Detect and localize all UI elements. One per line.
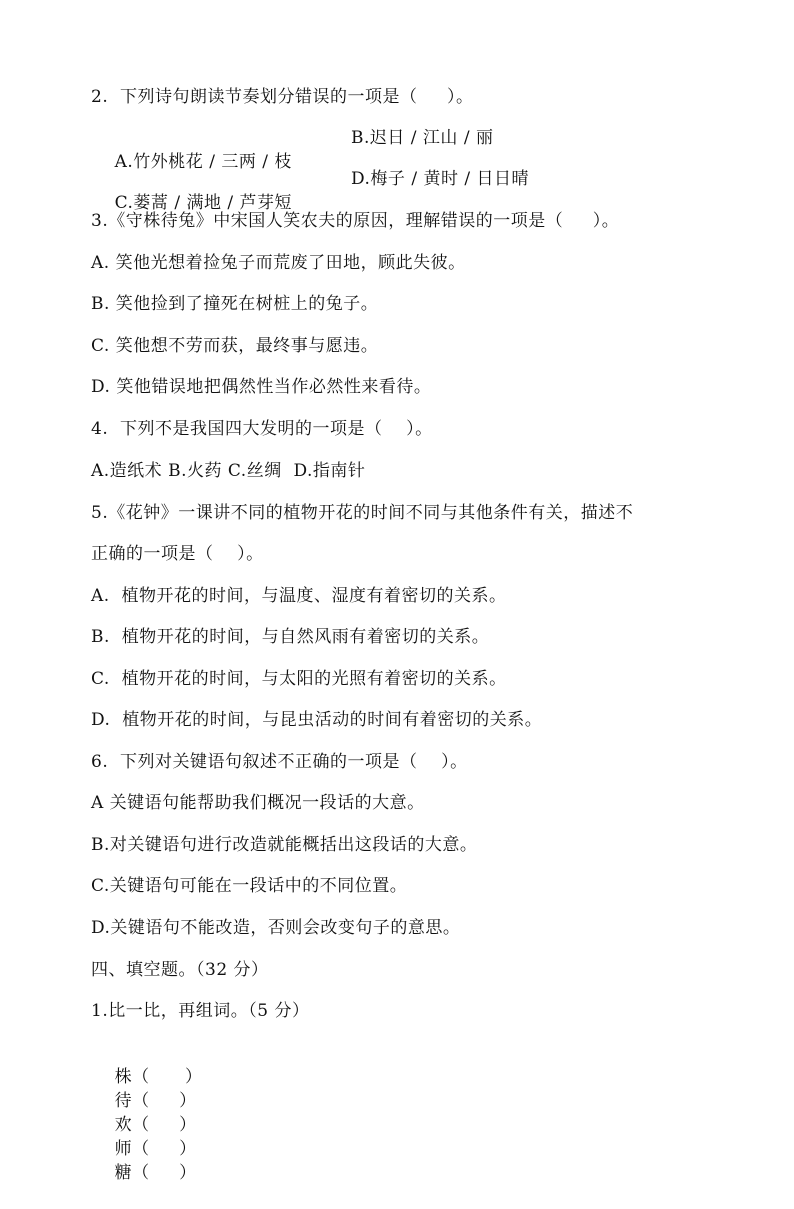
q3-option-b: B. 笑他捡到了撞死在树桩上的兔子。 bbox=[91, 294, 379, 314]
q6-option-b: B.对关键语句进行改造就能概括出这段话的大意。 bbox=[91, 835, 478, 855]
q4-stem: 4. 下列不是我国四大发明的一项是（ ）。 bbox=[91, 419, 433, 439]
fill-blank-item: 糖（ ） bbox=[114, 1163, 197, 1183]
fill-blank-row bbox=[91, 1041, 203, 1209]
q3-stem: 3.《守株待兔》中宋国人笑农夫的原因，理解错误的一项是（ ）。 bbox=[91, 211, 620, 231]
q2-option-b: B.迟日 / 江山 / 丽 bbox=[351, 128, 494, 148]
q6-stem: 6. 下列对关键语句叙述不正确的一项是（ ）。 bbox=[91, 752, 468, 772]
q6-option-d: D.关键语句不能改造，否则会改变句子的意思。 bbox=[91, 918, 461, 938]
q2-option-a: A.竹外桃花 / 三两 / 枝 bbox=[114, 152, 292, 172]
q3-option-d: D. 笑他错误地把偶然性当作必然性来看待。 bbox=[91, 377, 432, 397]
q5-option-b: B. 植物开花的时间，与自然风雨有着密切的关系。 bbox=[91, 627, 490, 647]
q5-option-c: C. 植物开花的时间，与太阳的光照有着密切的关系。 bbox=[91, 669, 507, 689]
q4-options: A.造纸术 B.火药 C.丝绸 D.指南针 bbox=[91, 461, 366, 481]
fill-blank-item: 待（ ） bbox=[114, 1091, 197, 1111]
q6-option-c: C.关键语句可能在一段话中的不同位置。 bbox=[91, 876, 408, 896]
q5-option-d: D. 植物开花的时间，与昆虫活动的时间有着密切的关系。 bbox=[91, 710, 543, 730]
fill-blank-item: 欢（ ） bbox=[114, 1115, 197, 1135]
q5-stem-line-2: 正确的一项是（ ）。 bbox=[91, 544, 264, 564]
fill-blank-item: 师（ ） bbox=[114, 1139, 197, 1159]
fill-blank-item: 株（ ） bbox=[114, 1067, 203, 1087]
q2-option-d: D.梅子 / 黄时 / 日日晴 bbox=[351, 169, 529, 189]
section-4-title: 四、填空题。（32 分） bbox=[91, 960, 269, 980]
q2-stem: 2. 下列诗句朗读节奏划分错误的一项是（ ）。 bbox=[91, 87, 474, 107]
q6-option-a: A 关键语句能帮助我们概况一段话的大意。 bbox=[91, 793, 425, 813]
q5-option-a: A. 植物开花的时间，与温度、湿度有着密切的关系。 bbox=[91, 586, 507, 606]
q3-option-a: A. 笑他光想着捡兔子而荒废了田地，顾此失彼。 bbox=[91, 253, 466, 273]
q3-option-c: C. 笑他想不劳而获，最终事与愿违。 bbox=[91, 336, 379, 356]
q2-option-c: C.蒌蒿 / 满地 / 芦芽短 bbox=[114, 193, 293, 213]
q5-stem-line-1: 5.《花钟》一课讲不同的植物开花的时间不同与其他条件有关，描述不 bbox=[91, 503, 634, 523]
section-4-q1-stem: 1.比一比，再组词。（5 分） bbox=[91, 1001, 310, 1021]
